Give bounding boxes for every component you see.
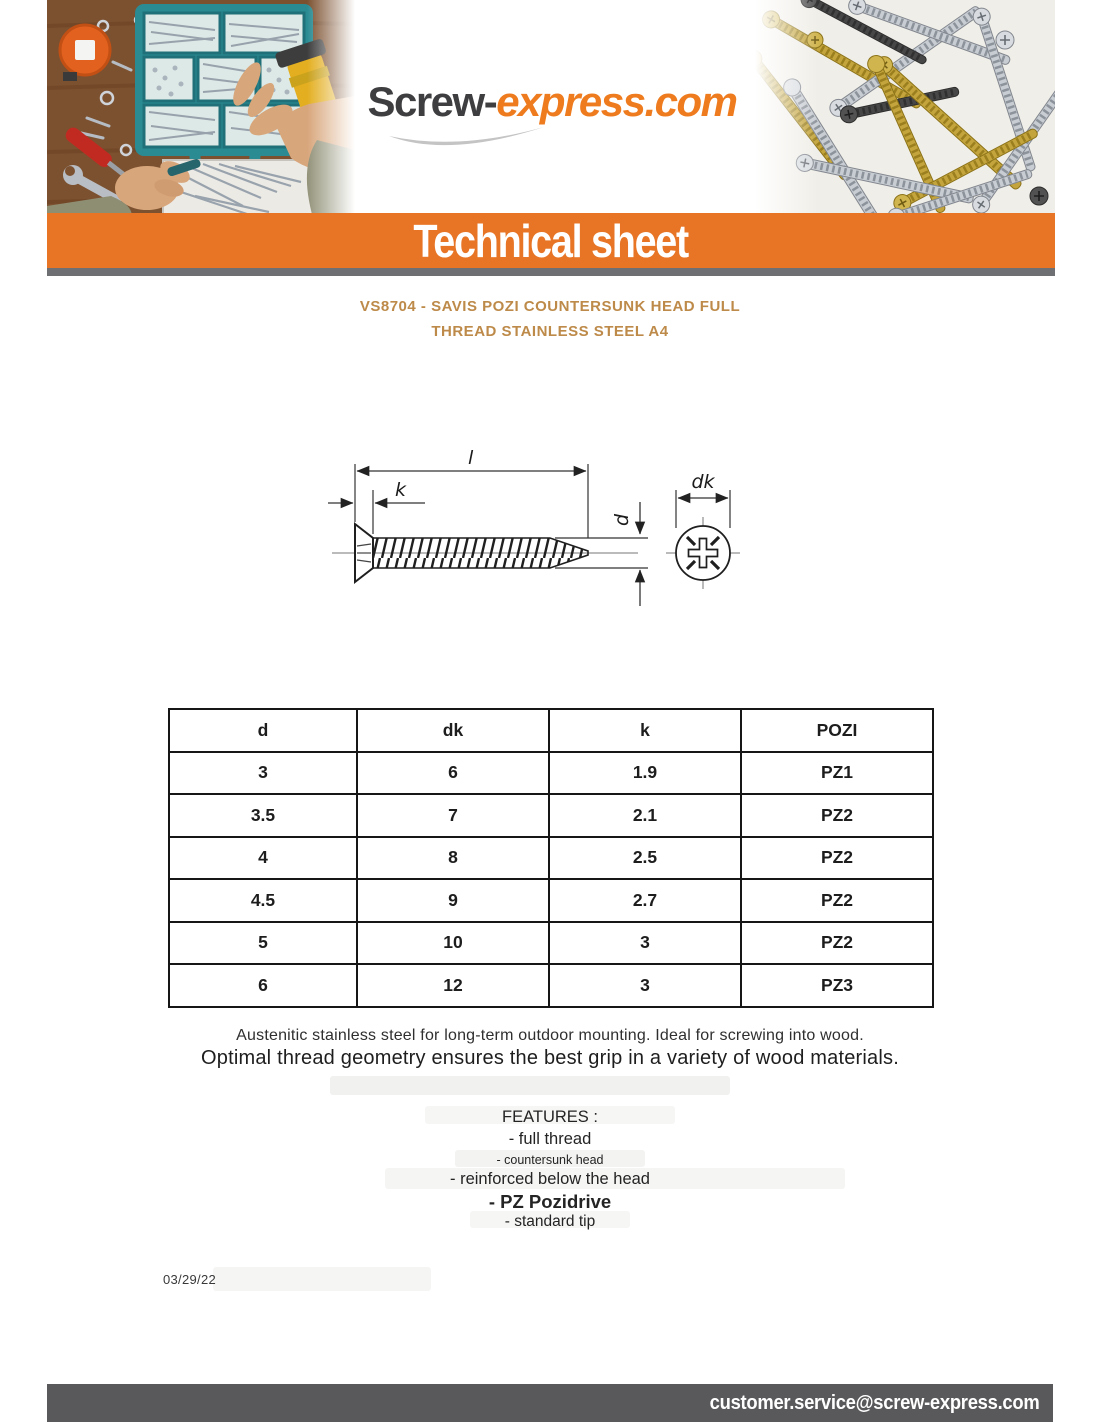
spec-table-cell: PZ2 <box>741 922 933 965</box>
workbench-photo <box>47 0 355 218</box>
swoosh-shape <box>386 124 548 156</box>
spec-table-cell: 2.7 <box>549 879 741 922</box>
spec-table-cell: 3 <box>549 964 741 1007</box>
spec-table-cell: 2.1 <box>549 794 741 837</box>
dim-label-l: l <box>468 447 474 469</box>
spec-table-cell: PZ1 <box>741 752 933 795</box>
spec-table-header-pozi: POZI <box>741 709 933 752</box>
spec-table-row <box>169 964 933 1007</box>
logo-prefix: Screw- <box>367 78 497 125</box>
doc-date: 03/29/22 <box>163 1272 217 1287</box>
head-front-view <box>666 471 740 589</box>
spec-table-header-dk: dk <box>357 709 549 752</box>
brand-logo <box>352 80 752 124</box>
spec-table-cell: 12 <box>357 964 549 1007</box>
product-title-line2: THREAD STAINLESS STEEL A4 <box>431 323 669 340</box>
spec-table-cell: PZ2 <box>741 794 933 837</box>
feature-item: - full thread <box>508 1130 592 1148</box>
spec-table-cell: 1.9 <box>549 752 741 795</box>
spec-table-cell: 3 <box>549 922 741 965</box>
spec-table-cell: 3.5 <box>169 794 357 837</box>
spec-table-cell: 7 <box>357 794 549 837</box>
spec-table <box>168 708 934 1008</box>
spec-table-cell: 6 <box>357 752 549 795</box>
spec-table-cell: PZ2 <box>741 879 933 922</box>
feature-item: - PZ Pozidrive <box>488 1191 612 1212</box>
technical-sheet-banner <box>47 213 1055 268</box>
spec-table-cell: PZ2 <box>741 837 933 880</box>
spec-table-cell: PZ3 <box>741 964 933 1007</box>
footer-email[interactable]: customer.service@screw-express.com <box>709 1392 1039 1414</box>
spec-table-header-k: k <box>549 709 741 752</box>
footer-bar <box>47 1384 1053 1422</box>
description-line1: Austenitic stainless steel for long-term outdoor mounting. Ideal for screwing into wood. <box>236 1027 864 1044</box>
spec-table-row <box>169 922 933 965</box>
spec-table-header-d: d <box>169 709 357 752</box>
feature-item: - reinforced below the head <box>450 1170 650 1188</box>
spec-table-cell: 6 <box>169 964 357 1007</box>
product-title-line1: VS8704 - SAVIS POZI COUNTERSUNK HEAD FULL <box>359 298 741 315</box>
spec-table-cell: 4 <box>169 837 357 880</box>
dim-label-dk: dk <box>691 471 715 493</box>
scan-artifact <box>213 1267 431 1291</box>
spec-table-cell: 2.5 <box>549 837 741 880</box>
screw-drawing-svg <box>300 438 770 613</box>
spec-table-cell: 5 <box>169 922 357 965</box>
spec-table-cell: 8 <box>357 837 549 880</box>
screw-thread <box>373 538 588 568</box>
feature-item: - countersunk head <box>496 1153 604 1167</box>
workbench-photo-illustration <box>47 0 355 218</box>
spec-table-row <box>169 794 933 837</box>
scan-artifact <box>330 1076 730 1095</box>
spec-table-cell: 10 <box>357 922 549 965</box>
spec-table-cell: 9 <box>357 879 549 922</box>
logo-suffix: express.com <box>496 78 737 125</box>
screw-technical-drawing <box>300 438 770 613</box>
description-line2: Optimal thread geometry ensures the best grip in a variety of wood materials. <box>201 1047 899 1069</box>
divider-strip <box>47 268 1055 276</box>
spec-table-header-row <box>169 709 933 752</box>
spec-table-row <box>169 879 933 922</box>
spec-table-grid <box>168 708 934 1008</box>
dim-label-d: d <box>611 513 633 526</box>
spec-table-row <box>169 752 933 795</box>
spec-table-cell: 4.5 <box>169 879 357 922</box>
dim-label-k: k <box>395 479 407 501</box>
product-title <box>0 294 1100 344</box>
spec-table-row <box>169 837 933 880</box>
feature-item: - standard tip <box>504 1213 596 1230</box>
spec-table-cell: 3 <box>169 752 357 795</box>
banner-title: Technical sheet <box>413 214 689 267</box>
screws-pile-photo <box>755 0 1055 218</box>
screws-pile-illustration <box>755 0 1055 218</box>
features-heading: FEATURES : <box>502 1108 598 1126</box>
logo-swoosh <box>386 124 548 156</box>
